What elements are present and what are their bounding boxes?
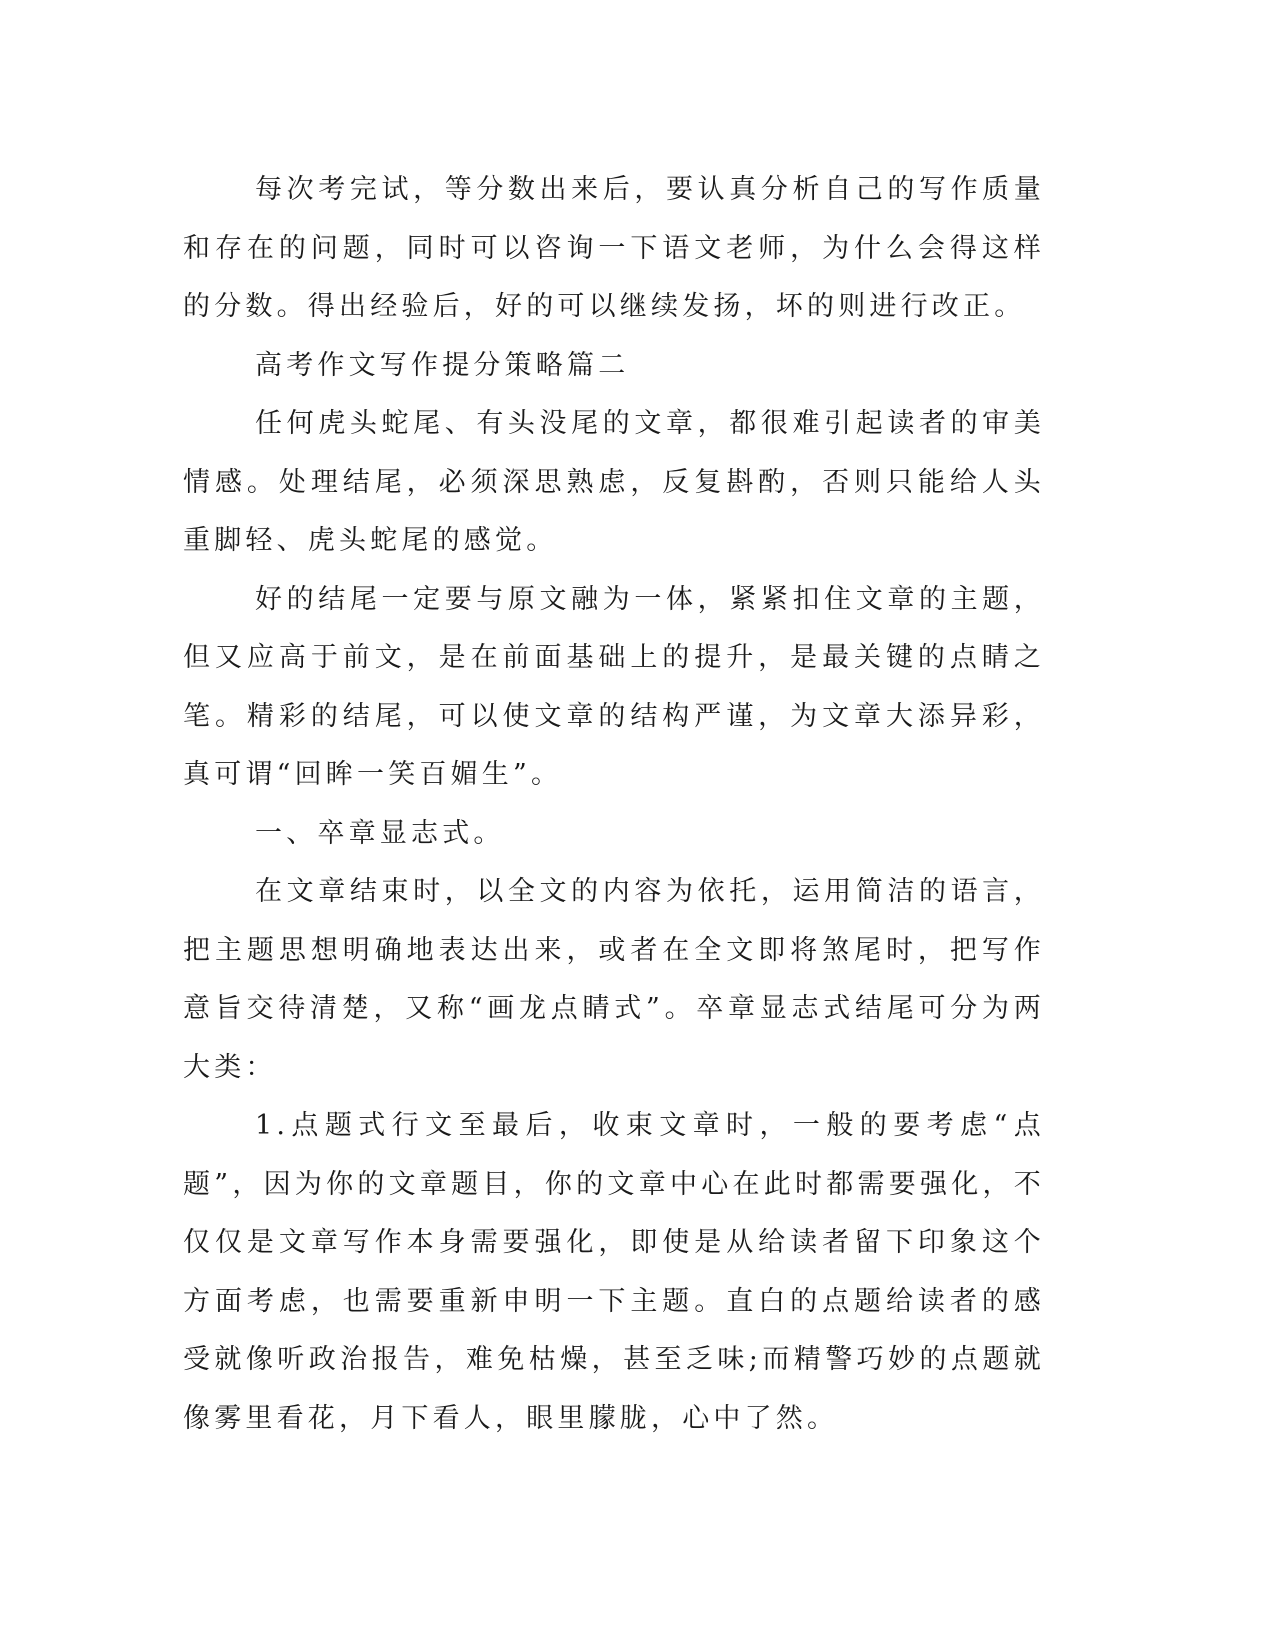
document-body [183, 161, 1045, 1448]
subheading-method-one: 一、卒章显志式。 [255, 817, 505, 849]
paragraph-point-title-style: 1.点题式行文至最后，收束文章时，一般的要考虑“点题”，因为你的文章题目，你的文章中心在此时都需要强化，不仅仅是文章写作本身需要强化，即使是从给读者留下印象这个方面考虑，也需要重新申明一下主题。直白的点题给读者的感受就像听政治报告，难免枯燥，甚至乏味;而精警巧妙的点题就像雾里看花，月下看人，眼里朦胧，心中了然。 [183, 1110, 1045, 1434]
paragraph-method-one-description: 在文章结束时，以全文的内容为依托，运用简洁的语言，把主题思想明确地表达出来，或者在全文即将煞尾时，把写作意旨交待清楚，又称“画龙点睛式”。卒章显志式结尾可分为两大类： [183, 876, 1045, 1083]
paragraph-good-ending: 好的结尾一定要与原文融为一体，紧紧扣住文章的主题，但又应高于前文，是在前面基础上的提升，是最关键的点睛之笔。精彩的结尾，可以使文章的结构严谨，为文章大添异彩，真可谓“回眸一笑百媚生”。 [183, 583, 1045, 790]
paragraph-ending-importance: 任何虎头蛇尾、有头没尾的文章，都很难引起读者的审美情感。处理结尾，必须深思熟虑，反复斟酌，否则只能给人头重脚轻、虎头蛇尾的感觉。 [183, 408, 1045, 556]
section-heading-part-two: 高考作文写作提分策略篇二 [255, 349, 630, 381]
paragraph-exam-review: 每次考完试，等分数出来后，要认真分析自己的写作质量和存在的问题，同时可以咨询一下语文老师，为什么会得这样的分数。得出经验后，好的可以继续发扬，坏的则进行改正。 [183, 174, 1045, 322]
